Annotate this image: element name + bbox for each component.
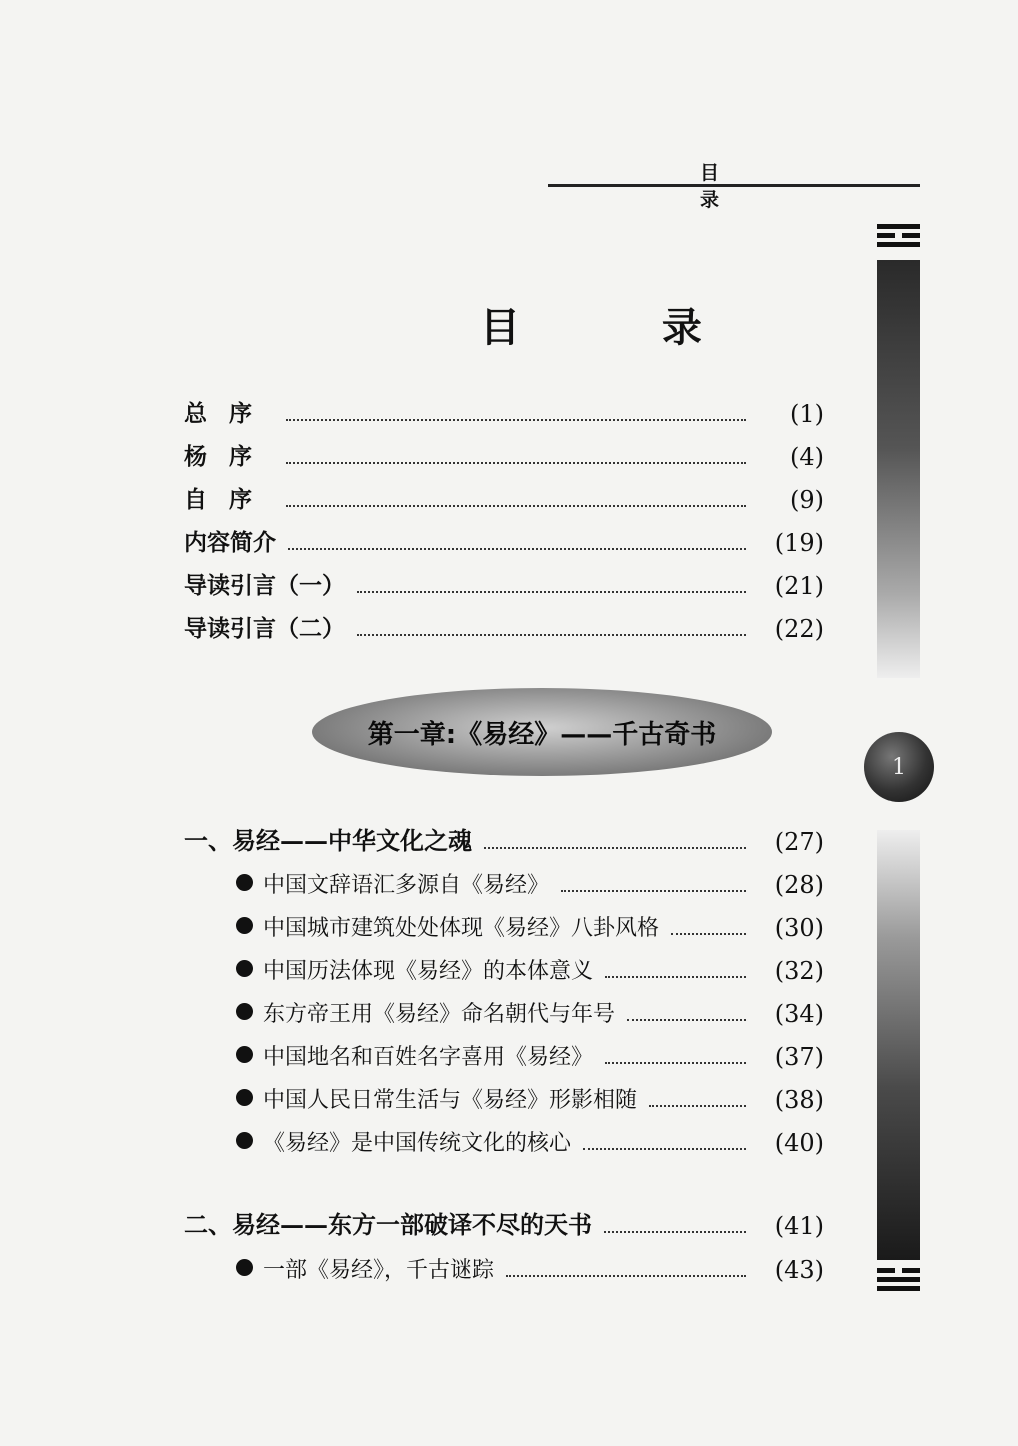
dot-leader — [561, 889, 746, 892]
toc-entry-label: 中国文辞语汇多源自《易经》 — [263, 873, 550, 898]
toc-entry-page: (4) — [790, 443, 824, 471]
toc-subentry[interactable] — [184, 861, 824, 899]
toc-entry-intro[interactable] — [184, 519, 824, 557]
toc-entry-label: 自序 — [184, 487, 274, 513]
dot-leader — [286, 504, 746, 507]
toc-entry-page: (43) — [774, 1256, 824, 1284]
toc-entry-label: 内容简介 — [184, 530, 276, 556]
toc-entry-page: (38) — [774, 1086, 824, 1114]
toc-entry-guide-2[interactable] — [184, 605, 824, 643]
dot-leader — [627, 1018, 746, 1021]
toc-entry-page: (37) — [774, 1043, 824, 1071]
trigram-top-icon — [877, 224, 920, 251]
bullet-icon — [236, 1132, 253, 1149]
side-bar-top — [877, 260, 920, 678]
toc-subentry[interactable] — [184, 1119, 824, 1157]
toc-entry-page: (34) — [774, 1000, 824, 1028]
chapter-banner[interactable] — [312, 688, 772, 776]
toc-subentry[interactable] — [184, 1076, 824, 1114]
page-number: 1 — [892, 754, 906, 780]
bullet-icon — [236, 917, 253, 934]
toc-entry-yangxu[interactable] — [184, 433, 824, 471]
toc-entry-label: 导读引言（二） — [184, 616, 345, 642]
toc-entry-label: 中国地名和百姓名字喜用《易经》 — [263, 1045, 594, 1070]
dot-leader — [604, 1230, 746, 1233]
bullet-icon — [236, 1259, 253, 1276]
bullet-icon — [236, 1046, 253, 1063]
section-title: 一、易经——中华文化之魂 — [184, 826, 472, 855]
trigram-bottom-icon — [877, 1268, 920, 1295]
header-rule — [548, 184, 920, 187]
toc-subentry[interactable] — [184, 1246, 824, 1284]
toc-entry-page: (21) — [774, 572, 824, 600]
dot-leader — [671, 932, 746, 935]
dot-leader — [583, 1147, 746, 1150]
dot-leader — [649, 1104, 746, 1107]
bullet-icon — [236, 874, 253, 891]
toc-entry-page: (41) — [774, 1212, 824, 1240]
toc-entry-label: 中国人民日常生活与《易经》形影相随 — [263, 1088, 638, 1113]
toc-entry-page: (22) — [774, 615, 824, 643]
toc-subentry[interactable] — [184, 990, 824, 1028]
toc-entry-zongxu[interactable] — [184, 390, 824, 428]
toc-entry-page: (30) — [774, 914, 824, 942]
dot-leader — [605, 1061, 746, 1064]
bullet-icon — [236, 960, 253, 977]
side-bar-bottom — [877, 830, 920, 1260]
toc-entry-label: 中国历法体现《易经》的本体意义 — [263, 959, 594, 984]
toc-entry-label: 导读引言（一） — [184, 573, 345, 599]
toc-entry-page: (28) — [774, 871, 824, 899]
toc-entry-page: (9) — [790, 486, 824, 514]
toc-subentry[interactable] — [184, 947, 824, 985]
toc-subentry[interactable] — [184, 1033, 824, 1071]
toc-entry-page: (27) — [774, 828, 824, 856]
dot-leader — [288, 547, 746, 550]
toc-entry-label: 中国城市建筑处处体现《易经》八卦风格 — [263, 916, 660, 941]
dot-leader — [484, 846, 746, 849]
dot-leader — [605, 975, 746, 978]
dot-leader — [357, 590, 746, 593]
toc-entry-label: 杨序 — [184, 444, 274, 470]
toc-subentry[interactable] — [184, 904, 824, 942]
page-title: 目 录 — [480, 305, 766, 351]
dot-leader — [506, 1274, 746, 1277]
toc-entry-page: (40) — [774, 1129, 824, 1157]
toc-entry-label: 总序 — [184, 401, 274, 427]
toc-entry-label: 《易经》是中国传统文化的核心 — [263, 1131, 572, 1156]
bullet-icon — [236, 1089, 253, 1106]
toc-entry-page: (1) — [790, 400, 824, 428]
toc-section-1[interactable] — [184, 818, 824, 856]
running-head: 目 录 — [700, 162, 760, 211]
toc-entry-page: (32) — [774, 957, 824, 985]
section-title: 二、易经——东方一部破译不尽的天书 — [184, 1210, 592, 1239]
toc-entry-page: (19) — [774, 529, 824, 557]
bullet-icon — [236, 1003, 253, 1020]
page-number-badge — [864, 732, 934, 802]
dot-leader — [286, 461, 746, 464]
dot-leader — [357, 633, 746, 636]
toc-entry-label: 东方帝王用《易经》命名朝代与年号 — [263, 1002, 616, 1027]
toc-section-2[interactable] — [184, 1202, 824, 1240]
toc-entry-guide-1[interactable] — [184, 562, 824, 600]
chapter-title: 第一章:《易经》——千古奇书 — [367, 719, 717, 750]
toc-entry-label: 一部《易经》，千古谜踪 — [263, 1258, 495, 1283]
dot-leader — [286, 418, 746, 421]
toc-entry-zixu[interactable] — [184, 476, 824, 514]
